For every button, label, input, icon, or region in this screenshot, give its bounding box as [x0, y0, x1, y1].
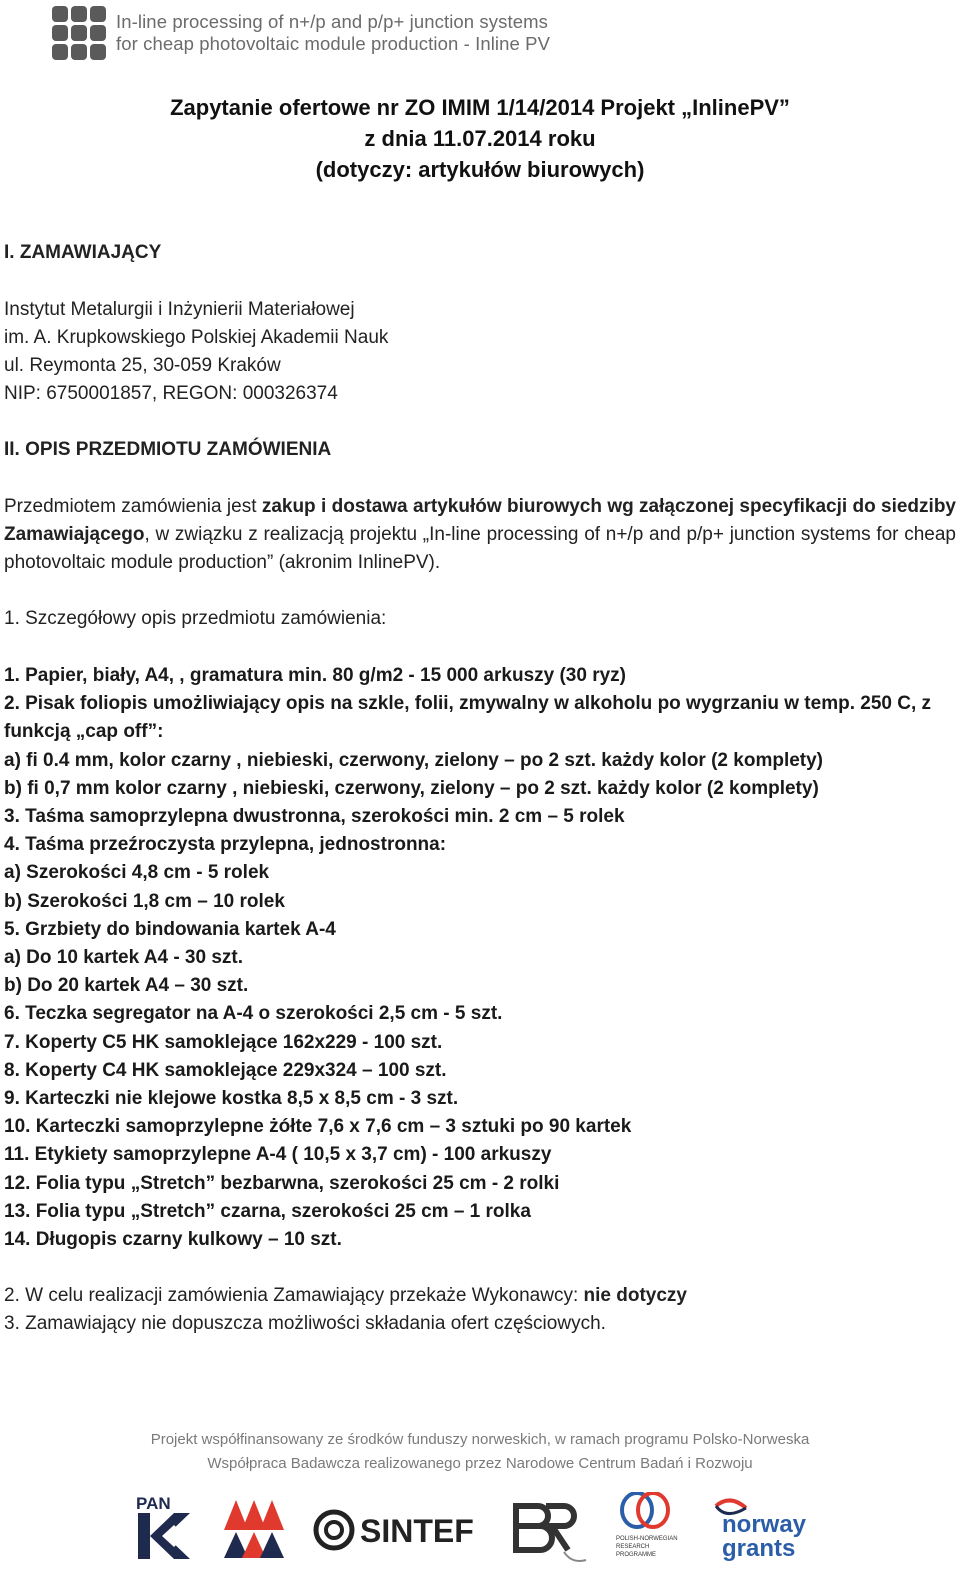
- paragraph-text: Przedmiotem zamówienia jest: [4, 496, 262, 517]
- header-line-1: In-line processing of n+/p and p/p+ junction systems: [116, 11, 548, 32]
- pnrp-text-3: PROGRAMME: [616, 1552, 657, 1558]
- list-item: 10. Karteczki samoprzylepne żółte 7,6 x 7,6 cm – 3 sztuki po 90 kartek: [4, 1116, 632, 1138]
- list-item: 1. Papier, biały, A4, , gramatura min. 80 g/m2 - 15 000 arkuszy (30 ryz): [4, 665, 627, 686]
- norway-grants-logo-icon: [708, 1492, 818, 1564]
- document-title: [0, 92, 960, 185]
- list-item: b) Szerokości 1,8 cm – 10 rolek: [4, 890, 285, 912]
- paragraph-bold-text: zakup i dostawa artykułów biurowych wg załączonej specyfikacji do siedziby Zamawiającego: [4, 496, 956, 545]
- point-3-text: 3. Zamawiający nie dopuszcza możliwości składania ofert częściowych.: [4, 1313, 606, 1334]
- list-item: 8. Koperty C4 HK samoklejące 229x324 – 100 szt.: [4, 1059, 447, 1081]
- list-item: 4. Taśma przeźroczysta przylepna, jednostronna:: [4, 834, 447, 856]
- imim-logo-icon: [220, 1492, 288, 1562]
- pan-logo-icon: [134, 1492, 196, 1562]
- list-item: 9. Karteczki nie klejowe kostka 8,5 x 8,5 cm - 3 szt.: [4, 1088, 459, 1110]
- list-item: a) Szerokości 4,8 cm - 5 rolek: [4, 862, 270, 884]
- list-item: a) Do 10 kartek A4 - 30 szt.: [4, 947, 244, 969]
- pan-logo-text: PAN: [136, 1494, 171, 1513]
- pnrp-text-2: RESEARCH: [616, 1544, 650, 1550]
- list-item: 13. Folia typu „Stretch” czarna, szerokości 25 cm – 1 rolka: [4, 1200, 531, 1222]
- sintef-logo-text: SINTEF: [360, 1513, 474, 1549]
- title-line-2: z dnia 11.07.2014 roku: [364, 126, 596, 151]
- funding-note-line-2: Współpraca Badawcza realizowanego przez Narodowe Centrum Badań i Rozwoju: [207, 1455, 753, 1472]
- funding-note-line-1: Projekt współfinansowany ze środków funduszy norweskich, w ramach programu Polsko-Norweska: [150, 1431, 810, 1448]
- grants-logo-text: grants: [722, 1535, 796, 1562]
- br-logo-icon: [510, 1492, 592, 1568]
- address-line: NIP: 6750001857, REGON: 000326374: [4, 383, 338, 404]
- title-line-3: (dotyczy: artykułów biurowych): [315, 157, 645, 182]
- list-item: b) fi 0,7 mm kolor czarny , niebieski, czerwony, zielony – po 2 szt. każdy kolor (2 komplety): [4, 777, 819, 799]
- list-item: 5. Grzbiety do bindowania kartek A-4: [4, 918, 336, 940]
- list-item: a) fi 0.4 mm, kolor czarny , niebieski, czerwony, zielony – po 2 szt. każdy kolor (2 komplety): [4, 749, 824, 771]
- partner-logos: [0, 1492, 960, 1568]
- header-project-name: [116, 11, 550, 55]
- sintef-logo-icon: [312, 1492, 490, 1562]
- header-line-2: for cheap photovoltaic module production - Inline PV: [116, 33, 551, 54]
- point-2-label: 2. W celu realizacji zamówienia Zamawiający przekaże Wykonawcy:: [4, 1285, 584, 1306]
- point-2-text: [4, 1282, 687, 1310]
- title-line-1: Zapytanie ofertowe nr ZO IMIM 1/14/2014 Projekt „InlinePV”: [170, 95, 790, 120]
- item-list: [4, 662, 956, 1254]
- detailed-description-heading: 1. Szczegółowy opis przedmiotu zamówienia:: [4, 608, 387, 629]
- pnrp-text-1: POLISH-NORWEGIAN: [616, 1536, 678, 1542]
- list-item: b) Do 20 kartek A4 – 30 szt.: [4, 975, 249, 997]
- pnrp-logo-icon: [612, 1492, 684, 1562]
- norway-logo-text: norway: [722, 1511, 807, 1538]
- list-item: 7. Koperty C5 HK samoklejące 162x229 - 100 szt.: [4, 1031, 443, 1053]
- paragraph-text: , w związku z realizacją projektu „In-line processing of n+/p and p/p+ junction systems for cheap photovoltaic module production” (akronim InlinePV).: [4, 524, 956, 573]
- list-item: 2. Pisak foliopis umożliwiający opis na szkle, folii, zmywalny w alkoholu po wygrzaniu w temp. 250 C, z funkcją „cap off”:: [4, 693, 932, 743]
- document-header: [52, 4, 550, 62]
- funding-note: [0, 1428, 960, 1476]
- project-logo-icon: [52, 6, 106, 60]
- address-line: ul. Reymonta 25, 30-059 Kraków: [4, 355, 281, 376]
- list-item: 12. Folia typu „Stretch” bezbarwna, szerokości 25 cm - 2 rolki: [4, 1172, 560, 1194]
- list-item: 3. Taśma samoprzylepna dwustronna, szerokości min. 2 cm – 5 rolek: [4, 806, 625, 828]
- address-line: Instytut Metalurgii i Inżynierii Materiałowej: [4, 299, 355, 320]
- section-heading-order-description: II. OPIS PRZEDMIOTU ZAMÓWIENIA: [4, 439, 332, 460]
- list-item: 14. Długopis czarny kulkowy – 10 szt.: [4, 1229, 342, 1251]
- list-item: 11. Etykiety samoprzylepne A-4 ( 10,5 x 3,7 cm) - 100 arkuszy: [4, 1144, 552, 1166]
- section-heading-ordering-party: I. ZAMAWIAJĄCY: [4, 242, 162, 263]
- point-2-value: nie dotyczy: [583, 1285, 688, 1306]
- order-description-paragraph: [4, 493, 956, 577]
- address-line: im. A. Krupkowskiego Polskiej Akademii Nauk: [4, 327, 389, 348]
- list-item: 6. Teczka segregator na A-4 o szerokości 2,5 cm - 5 szt.: [4, 1003, 503, 1025]
